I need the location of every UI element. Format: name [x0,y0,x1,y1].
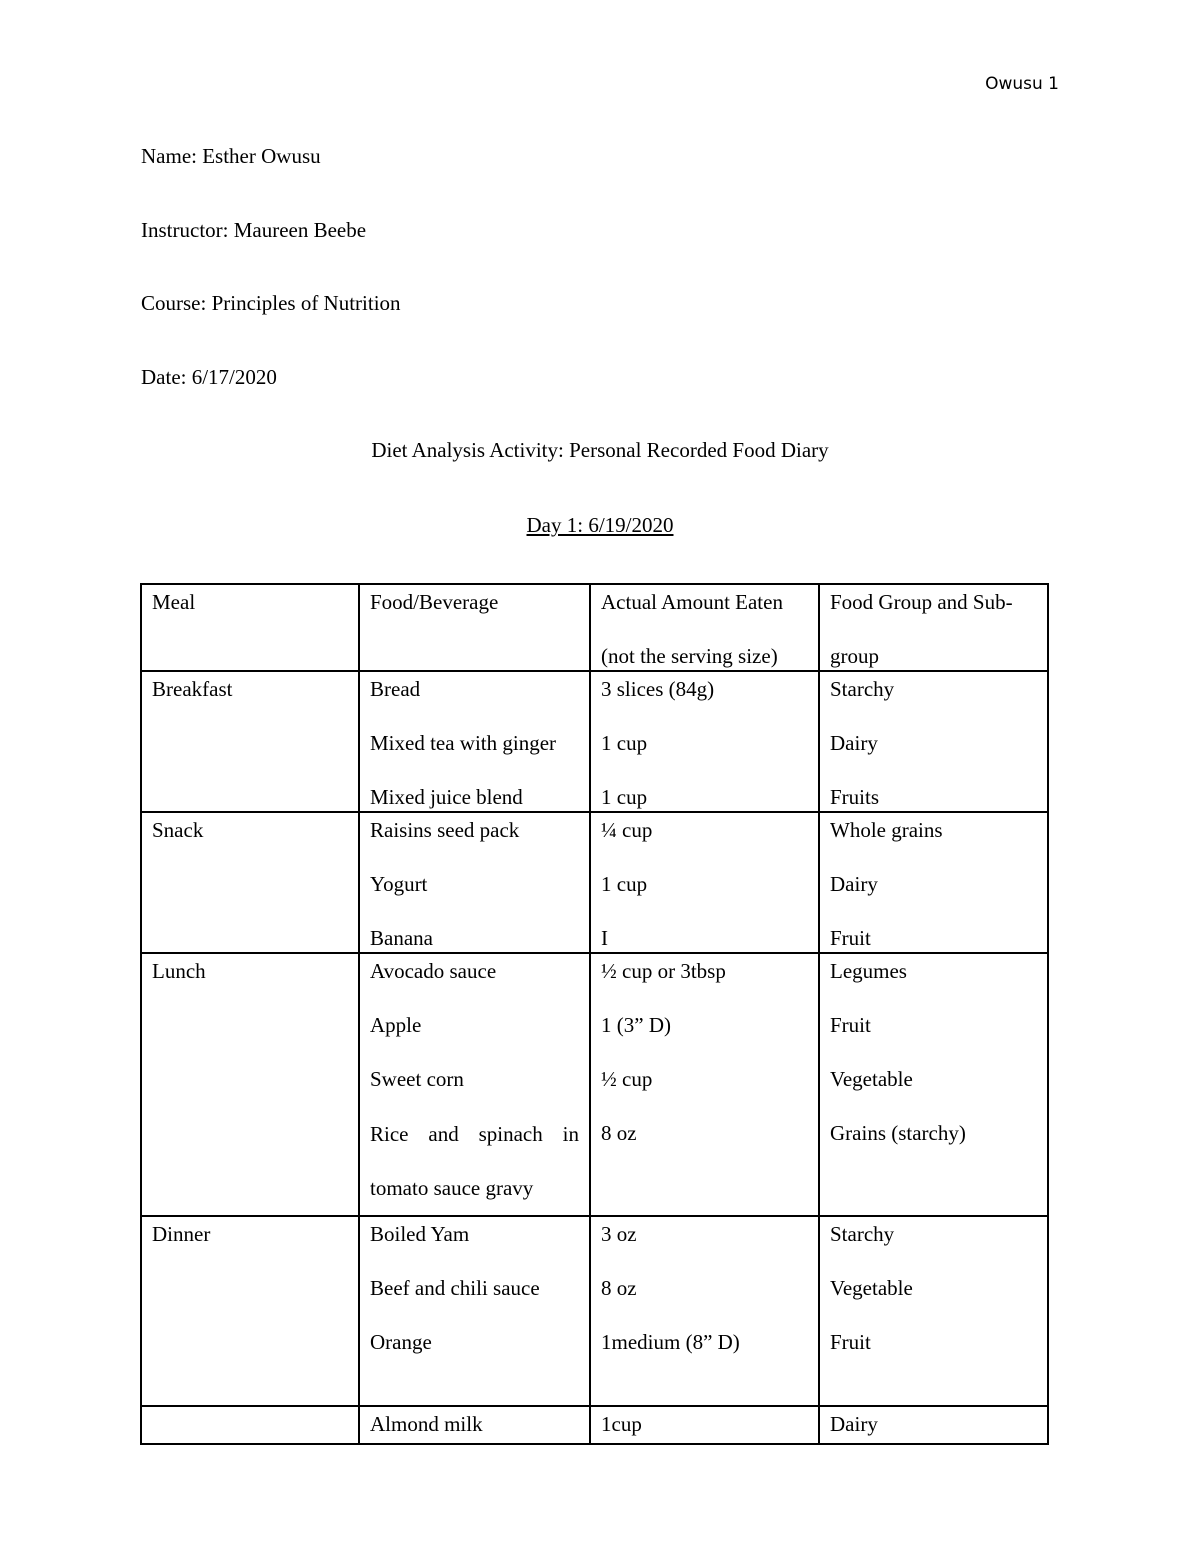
table-row [141,671,1048,812]
group-item: Fruit [830,926,871,950]
meal-cell [141,953,359,1216]
food-item: Boiled Yam [370,1222,470,1246]
food-diary-table [140,583,1049,1445]
group-item: Vegetable [830,1276,913,1300]
amount-item: ½ cup or 3tbsp [601,959,726,983]
meal-cell [141,1216,359,1406]
instructor-name: Instructor: Maureen Beebe [141,218,367,242]
food-item: Almond milk [370,1412,483,1436]
food-item: Bread [370,677,421,701]
group-item: Whole grains [830,818,943,842]
amount-cell [590,953,819,1216]
group-item: Dairy [830,1412,878,1436]
amount-cell [590,1216,819,1406]
amount-item: 1 cup [601,731,648,755]
student-name: Name: Esther Owusu [141,144,321,168]
group-cell [819,1406,1048,1444]
group-item: Fruit [830,1013,871,1037]
header-group-line2: group [830,644,879,668]
group-item: Fruits [830,785,880,809]
amount-cell [590,812,819,953]
food-item: Banana [370,926,433,950]
group-cell [819,953,1048,1216]
table-row [141,1216,1048,1406]
document-date: Date: 6/17/2020 [141,365,277,389]
amount-item: ½ cup [601,1067,653,1091]
header-amount-line1: Actual Amount Eaten [601,590,783,614]
meal-label: Lunch [152,959,206,983]
food-item: Apple [370,1013,422,1037]
amount-item: ¼ cup [601,818,653,842]
food-item: Yogurt [370,872,428,896]
header-food [359,584,590,671]
day-heading-wrap [0,512,1200,538]
header-meal-label: Meal [152,590,196,614]
food-item: Mixed juice blend [370,785,523,809]
course-name: Course: Principles of Nutrition [141,291,401,315]
food-item: Raisins seed pack [370,818,520,842]
group-cell [819,1216,1048,1406]
food-item: Rice and spinach in tomato sauce gravy [370,1122,579,1200]
food-cell [359,1216,590,1406]
group-item: Starchy [830,677,895,701]
header-group-line1: Food Group and Sub- [830,590,1013,614]
header-group [819,584,1048,671]
meal-label: Snack [152,818,204,842]
day-heading: Day 1: 6/19/2020 [526,513,674,537]
amount-item: 1 cup [601,872,648,896]
food-item: Sweet corn [370,1067,464,1091]
food-cell [359,1406,590,1444]
header-amount-line2: (not the serving size) [601,644,778,668]
group-item: Dairy [830,872,878,896]
amount-item: 1medium (8” D) [601,1330,740,1354]
group-cell [819,671,1048,812]
meal-cell [141,812,359,953]
amount-cell [590,1406,819,1444]
group-item: Fruit [830,1330,871,1354]
food-item: Avocado sauce [370,959,497,983]
food-item: Beef and chili sauce [370,1276,540,1300]
header-food-label: Food/Beverage [370,590,499,614]
table-row [141,812,1048,953]
group-item: Dairy [830,731,878,755]
table-row [141,1406,1048,1444]
amount-item: 8 oz [601,1121,637,1145]
meal-cell [141,1406,359,1444]
header-amount [590,584,819,671]
meal-label: Dinner [152,1222,211,1246]
amount-item: 3 slices (84g) [601,677,715,701]
group-cell [819,812,1048,953]
amount-item: 1cup [601,1412,642,1436]
food-cell [359,812,590,953]
amount-item: 3 oz [601,1222,637,1246]
amount-item: 1 (3” D) [601,1013,671,1037]
document-title: Diet Analysis Activity: Personal Recorded Food Diary [371,438,829,462]
group-item: Starchy [830,1222,895,1246]
meal-cell [141,671,359,812]
header-meal [141,584,359,671]
food-cell [359,671,590,812]
group-item: Legumes [830,959,907,983]
amount-item: I [601,926,608,950]
group-item: Vegetable [830,1067,913,1091]
table-header-row [141,584,1048,671]
amount-cell [590,671,819,812]
running-header: Owusu 1 [985,74,1059,94]
meal-label: Breakfast [152,677,233,701]
table-row [141,953,1048,1216]
food-item: Orange [370,1330,432,1354]
group-item: Grains (starchy) [830,1121,966,1145]
food-item: Mixed tea with ginger [370,731,557,755]
amount-item: 8 oz [601,1276,637,1300]
food-cell [359,953,590,1216]
amount-item: 1 cup [601,785,648,809]
